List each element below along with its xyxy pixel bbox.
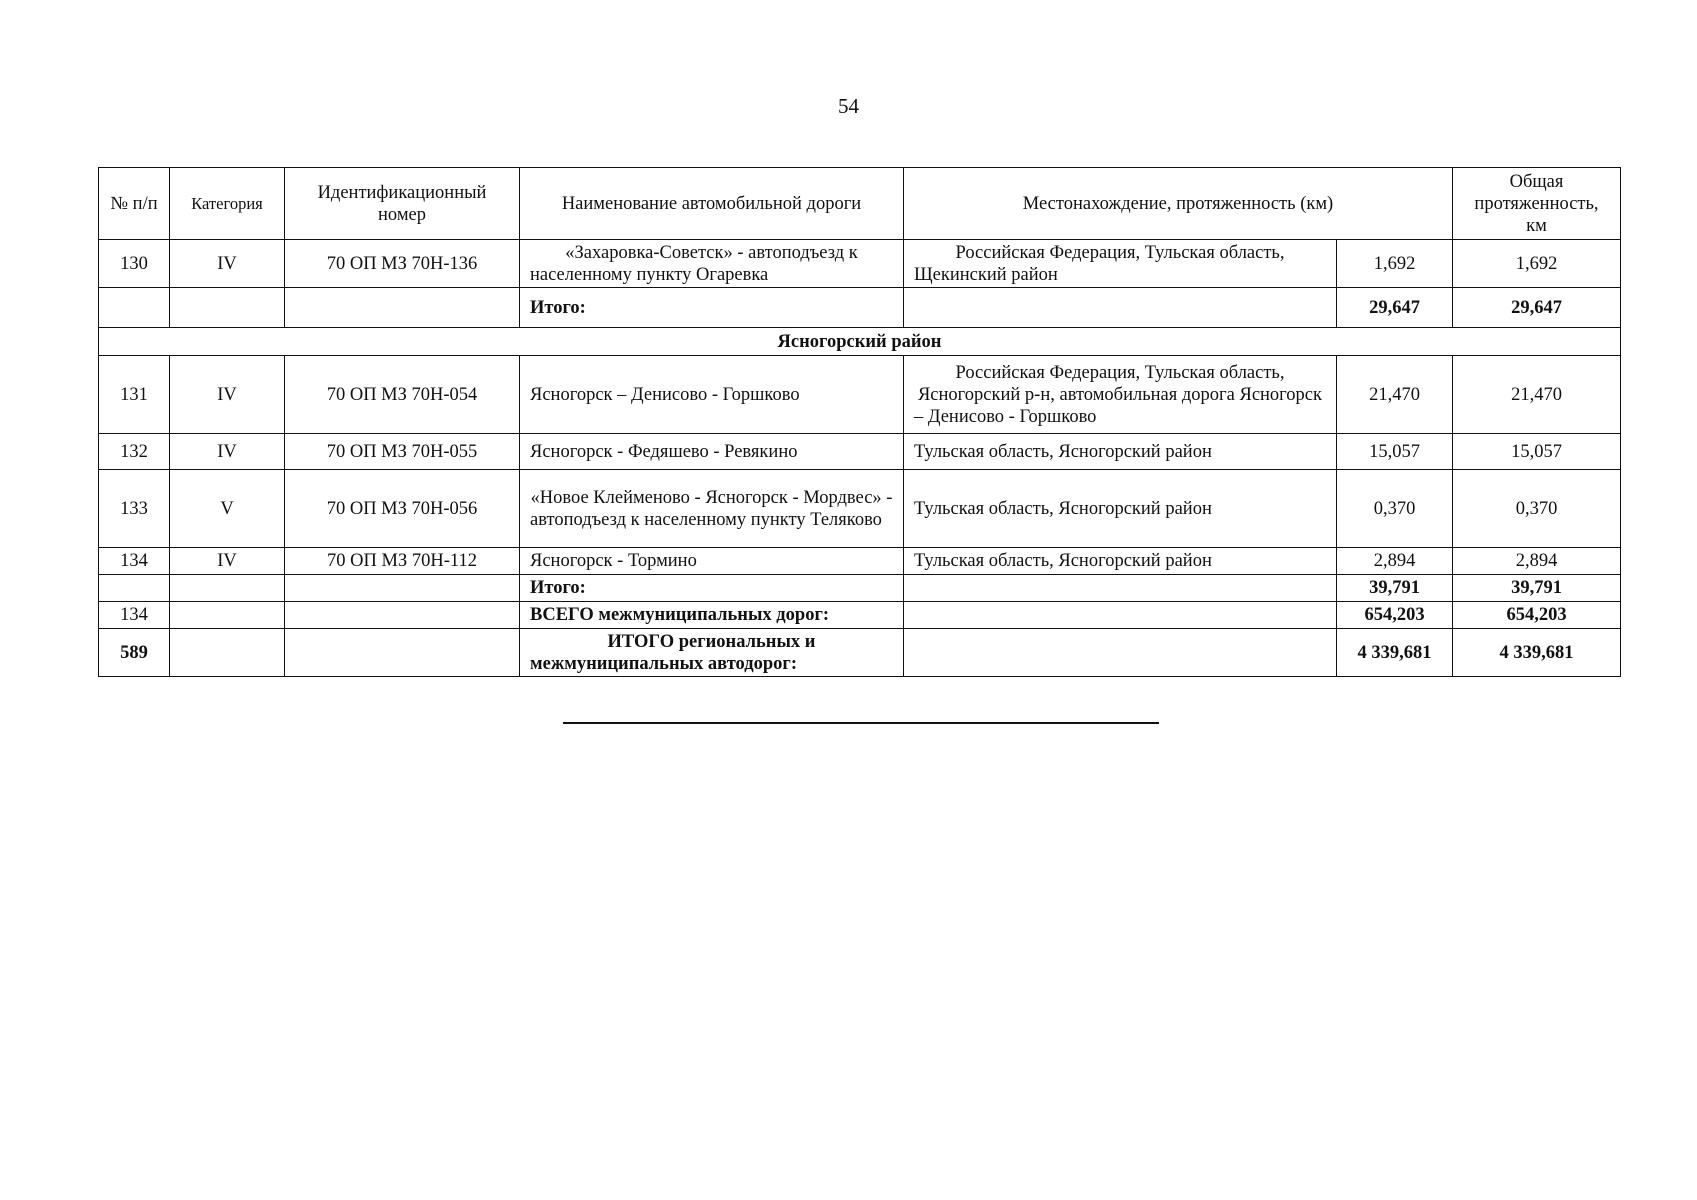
subtotal-row [99, 288, 1621, 328]
table-row [99, 434, 1621, 470]
empty-cell [904, 575, 1337, 602]
grand-subtotal-label: ВСЕГО межмуниципальных дорог: [520, 602, 904, 629]
subtotal-length: 29,647 [1337, 288, 1453, 328]
row-category: V [170, 470, 285, 548]
empty-cell [170, 629, 285, 677]
row-road-name: Ясногорск – Денисово - Горшково [520, 356, 904, 434]
row-num: 134 [99, 602, 170, 629]
row-id: 70 ОП МЗ 70Н-054 [285, 356, 520, 434]
row-length: 15,057 [1337, 434, 1453, 470]
row-id: 70 ОП МЗ 70Н-112 [285, 548, 520, 575]
header-category: Категория [170, 168, 285, 240]
subtotal-total: 39,791 [1453, 575, 1621, 602]
header-num: № п/п [99, 168, 170, 240]
empty-cell [285, 629, 520, 677]
empty-cell [285, 288, 520, 328]
row-category: IV [170, 240, 285, 288]
empty-cell [285, 575, 520, 602]
row-length: 1,692 [1337, 240, 1453, 288]
row-category: IV [170, 434, 285, 470]
row-location: Российская Федерация, Тульская область, Ясногорский р-н, автомобильная дорога Ясногорск – Денисово - Горшково [904, 356, 1337, 434]
row-location: Тульская область, Ясногорский район [904, 434, 1337, 470]
empty-cell [904, 602, 1337, 629]
subtotal-length: 39,791 [1337, 575, 1453, 602]
row-length: 2,894 [1337, 548, 1453, 575]
row-num: 132 [99, 434, 170, 470]
row-num: 133 [99, 470, 170, 548]
header-location: Местонахождение, протяженность (км) [904, 168, 1453, 240]
row-road-name: «Новое Клейменово - Ясногорск - Мордвес» - автоподъезд к населенному пункту Теляково [520, 470, 904, 548]
row-id: 70 ОП МЗ 70Н-136 [285, 240, 520, 288]
table-row [99, 470, 1621, 548]
row-length: 21,470 [1337, 356, 1453, 434]
subtotal-label: Итого: [520, 288, 904, 328]
grand-subtotal-length: 654,203 [1337, 602, 1453, 629]
empty-cell [904, 288, 1337, 328]
district-row [99, 328, 1621, 356]
grand-total-row [99, 629, 1621, 677]
grand-total-label: ИТОГО региональных и межмуниципальных автодорог: [520, 629, 904, 677]
row-location: Тульская область, Ясногорский район [904, 470, 1337, 548]
row-location: Российская Федерация, Тульская область, Щекинский район [904, 240, 1337, 288]
row-num: 589 [99, 629, 170, 677]
row-location: Тульская область, Ясногорский район [904, 548, 1337, 575]
grand-subtotal-total: 654,203 [1453, 602, 1621, 629]
empty-cell [904, 629, 1337, 677]
row-road-name: Ясногорск - Федяшево - Ревякино [520, 434, 904, 470]
header-road-name: Наименование автомобильной дороги [520, 168, 904, 240]
row-id: 70 ОП МЗ 70Н-055 [285, 434, 520, 470]
row-road-name: «Захаровка-Советск» - автоподъезд к населенному пункту Огаревка [520, 240, 904, 288]
empty-cell [285, 602, 520, 629]
empty-cell [170, 602, 285, 629]
grand-total-length: 4 339,681 [1337, 629, 1453, 677]
row-category: IV [170, 356, 285, 434]
grand-subtotal-row [99, 602, 1621, 629]
row-num: 131 [99, 356, 170, 434]
table-header-row [99, 168, 1621, 240]
row-total: 1,692 [1453, 240, 1621, 288]
row-length: 0,370 [1337, 470, 1453, 548]
table-row [99, 240, 1621, 288]
row-category: IV [170, 548, 285, 575]
district-title: Ясногорский район [99, 328, 1621, 356]
subtotal-total: 29,647 [1453, 288, 1621, 328]
empty-cell [170, 288, 285, 328]
row-id: 70 ОП МЗ 70Н-056 [285, 470, 520, 548]
subtotal-label: Итого: [520, 575, 904, 602]
header-id-number: Идентификационный номер [285, 168, 520, 240]
end-of-document-line [563, 722, 1159, 724]
empty-cell [170, 575, 285, 602]
page-number: 54 [838, 94, 859, 118]
row-num: 130 [99, 240, 170, 288]
row-num: 134 [99, 548, 170, 575]
roads-table [98, 167, 1621, 677]
row-total: 2,894 [1453, 548, 1621, 575]
row-total: 21,470 [1453, 356, 1621, 434]
header-total-length: Общая протяженность, км [1453, 168, 1621, 240]
row-road-name: Ясногорск - Тормино [520, 548, 904, 575]
row-total: 0,370 [1453, 470, 1621, 548]
empty-cell [99, 575, 170, 602]
empty-cell [99, 288, 170, 328]
row-total: 15,057 [1453, 434, 1621, 470]
subtotal-row [99, 575, 1621, 602]
table-row [99, 356, 1621, 434]
grand-total-total: 4 339,681 [1453, 629, 1621, 677]
table-row [99, 548, 1621, 575]
